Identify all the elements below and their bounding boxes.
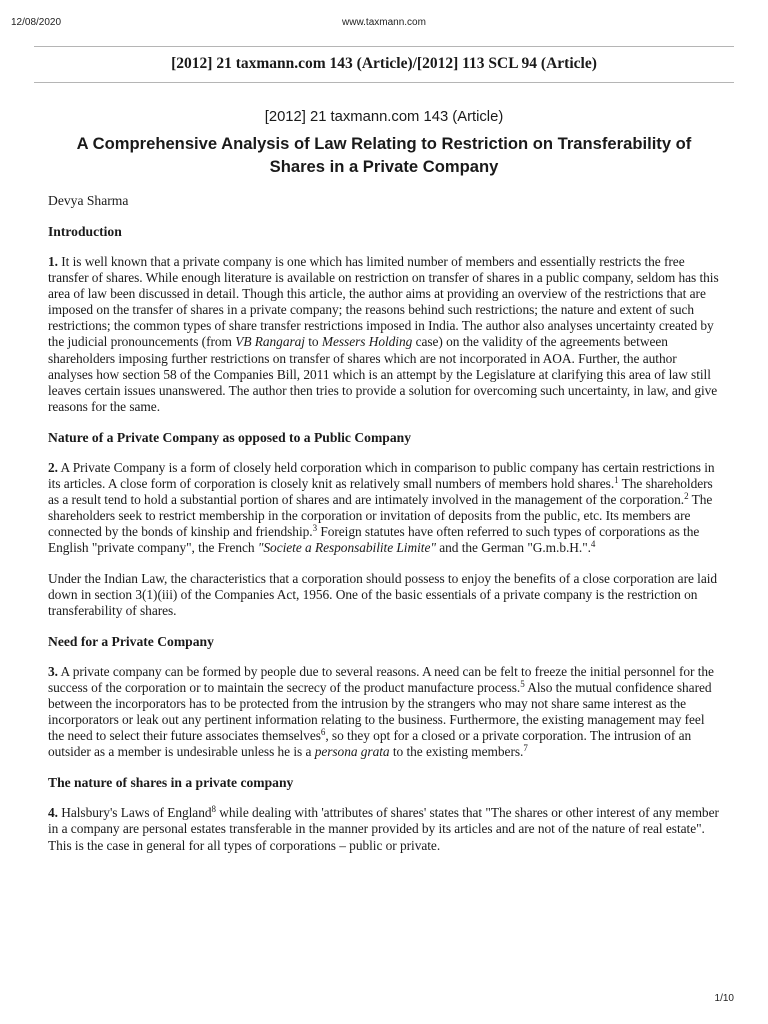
footnote-ref-6[interactable]: 6 — [320, 727, 326, 738]
paragraph-text: A Private Company is a form of closely held corporation which in comparison to public company has certain restrictions in its articles. A close form of corporation is closely knit as relatively small numbers of members hold shares. — [48, 459, 715, 492]
paragraph-text: Halsbury's Laws of England — [57, 805, 212, 821]
article-body — [48, 108, 720, 854]
citation-bar: [2012] 21 taxmann.com 143 (Article)/[2012] 113 SCL 94 (Article) — [171, 55, 597, 72]
paragraph-text: The shareholders seek to restrict membership in the corporation or invitation of deposits from the public, etc. Its members are connected by the bonds of kinship and friendship. — [48, 492, 713, 540]
paragraph-text: It is well known that a private company is one which has limited number of members and essentially restricts the free transfer of shares. While enough literature is available on restriction on transfer of shares in a public company, seldom has this area of law been discussed in detail. Though this article, the author aims at providing an overview of the restrictions that are imposed on the transfer of shares in a private company; the reasons behind such restrictions; the nature and extent of such restrictions; the common types of share transfer restrictions imposed in India. The author also analyses uncertainty created by the judicial pronouncements (from — [48, 254, 719, 350]
case-name: VB Rangaraj — [235, 334, 305, 350]
paragraph-number: 3. — [48, 663, 58, 679]
print-header — [0, 17, 768, 31]
paragraph-text: The shareholders as a result tend to hold a substantial portion of shares and are intimately involved in the management of the corporation. — [48, 476, 713, 508]
print-site-url: www.taxmann.com — [342, 17, 426, 28]
section-heading-nature-private: Nature of a Private Company as opposed to a Public Company — [48, 429, 412, 445]
paragraph-text: case) on the validity of the agreements between shareholders imposing further restrictions on transfer of shares which are not incorporated in AOA. Further, the author analyses how section 58 of the Companies Bill, 2011 which is an attempt by the Legislature at clarifying this area of law still leaves certain issues unanswered. The author then tries to provide a solution for overcoming such uncertainty, in law, and give reasons for the same. — [48, 334, 718, 414]
article-author: Devya Sharma — [48, 193, 129, 208]
foreign-term: "Societe a Responsabilite Limite" — [257, 540, 436, 556]
footnote-ref-4[interactable]: 4 — [590, 539, 596, 550]
page-number: 1/10 — [714, 993, 734, 1004]
paragraph-text: , so they opt for a closed or a private corporation. The intrusion of an outsider as a member is undesirable unless he is a — [48, 728, 692, 760]
article-citation: [2012] 21 taxmann.com 143 (Article) — [264, 109, 504, 125]
paragraph-text: to — [304, 334, 322, 350]
footnote-ref-7[interactable]: 7 — [523, 743, 528, 754]
footnote-ref-2[interactable]: 2 — [684, 491, 689, 502]
paragraph-number: 2. — [48, 459, 58, 475]
section-heading-need: Need for a Private Company — [48, 633, 214, 649]
paragraph-number: 1. — [48, 254, 58, 269]
footnote-ref-8[interactable]: 8 — [211, 804, 216, 815]
paragraph-number: 4. — [48, 805, 58, 821]
latin-term: persona grata — [314, 744, 390, 760]
paragraph-text: A private company can be formed by people due to several reasons. A need can be felt to freeze the initial personnel for the success of the corporation or to maintain the secrecy of the product manufacture process. — [48, 663, 714, 695]
paragraph-3 — [48, 664, 720, 761]
paragraph-text: to the existing members. — [389, 744, 524, 760]
article-title: A Comprehensive Analysis of Law Relating to Restriction on Transferability of Shares in a Private Company — [76, 134, 692, 176]
paragraph-2b: Under the Indian Law, the characteristics that a corporation should possess to enjoy the benefits of a close corporation are laid down in section 3(1)(iii) of the Companies Act, 1956. One of the basic essentials of a private company is the restriction on transferability of shares. — [48, 570, 718, 618]
footnote-ref-3[interactable]: 3 — [312, 523, 318, 534]
paragraph-4 — [48, 805, 720, 853]
top-divider — [34, 46, 734, 47]
paragraph-1 — [48, 254, 720, 415]
paragraph-text: and the German "G.m.b.H.". — [435, 540, 591, 556]
paragraph-text: Also the mutual confidence shared between the incorporators has to be protected from the intrusion by the strangers who may not share same interest as the incorporators or leak out any pertinent information relating to the business. Furthermore, the existing management may feel the need to select their future associates themselves — [48, 679, 712, 744]
paragraph-text: while dealing with 'attributes of shares' states that "The shares or other interest of any member in a company are personal estates transferable in the manner provided by its articles and are not of the nature of real estate". This is the case in general for all types of corporations – public or private. — [48, 805, 719, 853]
paragraph-text: Foreign statutes have often referred to such types of corporations as the English "private company", the French — [48, 524, 700, 556]
paragraph-2 — [48, 460, 720, 557]
section-heading-introduction: Introduction — [48, 224, 122, 239]
case-name: Messers Holding — [321, 334, 413, 350]
print-date: 12/08/2020 — [11, 17, 62, 28]
citation-divider — [34, 82, 734, 83]
footnote-ref-1[interactable]: 1 — [614, 475, 619, 486]
footnote-ref-5[interactable]: 5 — [520, 678, 525, 689]
section-heading-nature-shares: The nature of shares in a private company — [48, 775, 294, 791]
